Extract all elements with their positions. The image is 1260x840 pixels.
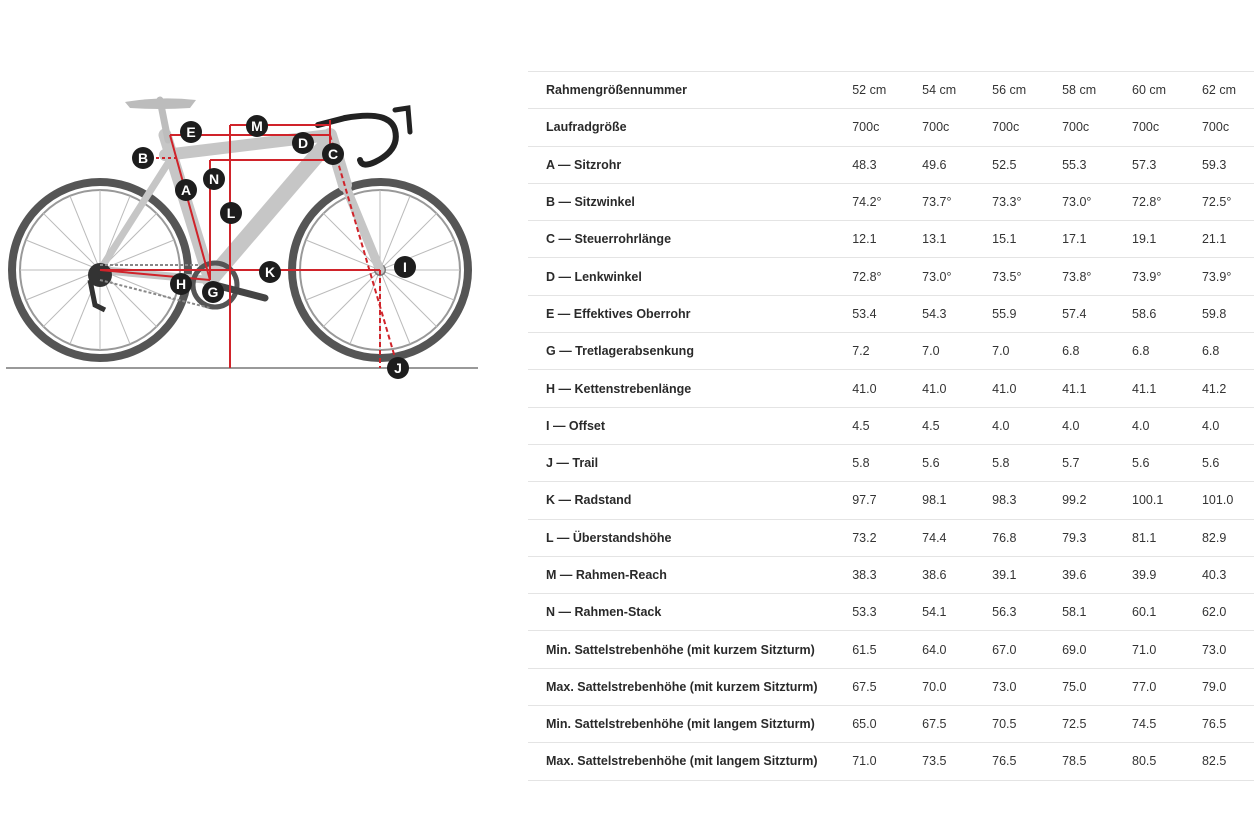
marker-m: [246, 115, 268, 137]
row-value: 72.5°: [1184, 183, 1254, 220]
svg-text:I: I: [403, 259, 407, 275]
row-label: D — Lenkwinkel: [528, 258, 834, 295]
size-54: 54 cm: [904, 72, 974, 109]
marker-k: [259, 261, 281, 283]
row-label: L — Überstandshöhe: [528, 519, 834, 556]
geometry-table: [528, 71, 1254, 781]
row-value: 55.9: [974, 295, 1044, 332]
row-value: 4.0: [1044, 407, 1114, 444]
row-value: 700c: [904, 109, 974, 146]
row-value: 73.8°: [1044, 258, 1114, 295]
row-value: 15.1: [974, 221, 1044, 258]
svg-text:D: D: [297, 135, 309, 151]
row-value: 59.8: [1184, 295, 1254, 332]
row-value: 72.5: [1044, 706, 1114, 743]
row-value: 67.5: [834, 668, 904, 705]
row-label: H — Kettenstrebenlänge: [528, 370, 834, 407]
row-value: 12.1: [834, 221, 904, 258]
row-value: 5.6: [1114, 444, 1184, 481]
svg-text:B: B: [137, 150, 149, 166]
row-value: 7.0: [904, 333, 974, 370]
row-label: Min. Sattelstrebenhöhe (mit kurzem Sitzturm): [528, 631, 834, 668]
table-row: [528, 333, 1254, 370]
saddle: [125, 98, 196, 109]
row-value: 81.1: [1114, 519, 1184, 556]
row-value: 73.5°: [974, 258, 1044, 295]
row-value: 53.4: [834, 295, 904, 332]
row-label: M — Rahmen-Reach: [528, 556, 834, 593]
row-value: 5.8: [834, 444, 904, 481]
marker-e: [180, 121, 202, 143]
table-row: [528, 407, 1254, 444]
table-row: [528, 631, 1254, 668]
row-value: 57.3: [1114, 146, 1184, 183]
row-value: 52.5: [974, 146, 1044, 183]
row-value: 78.5: [1044, 743, 1114, 780]
row-value: 59.3: [1184, 146, 1254, 183]
row-value: 39.9: [1114, 556, 1184, 593]
row-value: 76.8: [974, 519, 1044, 556]
marker-g: [202, 281, 224, 303]
table-row: [528, 743, 1254, 780]
row-value: 4.0: [1114, 407, 1184, 444]
row-value: 71.0: [834, 743, 904, 780]
row-value: 49.6: [904, 146, 974, 183]
row-value: 700c: [1184, 109, 1254, 146]
row-value: 700c: [1114, 109, 1184, 146]
row-value: 73.0°: [904, 258, 974, 295]
row-value: 41.0: [834, 370, 904, 407]
marker-i: [394, 256, 416, 278]
size-58: 58 cm: [1044, 72, 1114, 109]
row-label: Min. Sattelstrebenhöhe (mit langem Sitzturm): [528, 706, 834, 743]
row-value: 73.9°: [1114, 258, 1184, 295]
table-row: [528, 258, 1254, 295]
row-value: 6.8: [1184, 333, 1254, 370]
row-value: 39.1: [974, 556, 1044, 593]
row-value: 54.3: [904, 295, 974, 332]
row-value: 65.0: [834, 706, 904, 743]
row-value: 56.3: [974, 594, 1044, 631]
row-value: 41.1: [1114, 370, 1184, 407]
row-label: A — Sitzrohr: [528, 146, 834, 183]
row-label: Laufradgröße: [528, 109, 834, 146]
row-label: J — Trail: [528, 444, 834, 481]
svg-text:L: L: [226, 205, 236, 221]
row-value: 67.5: [904, 706, 974, 743]
table-row: [528, 594, 1254, 631]
size-52: 52 cm: [834, 72, 904, 109]
row-value: 57.4: [1044, 295, 1114, 332]
row-value: 40.3: [1184, 556, 1254, 593]
header-label: Rahmengrößennummer: [528, 72, 834, 109]
row-value: 70.5: [974, 706, 1044, 743]
row-value: 74.5: [1114, 706, 1184, 743]
row-label: Max. Sattelstrebenhöhe (mit kurzem Sitzturm): [528, 668, 834, 705]
row-value: 79.3: [1044, 519, 1114, 556]
row-label: K — Radstand: [528, 482, 834, 519]
marker-b: [132, 147, 154, 169]
marker-d: [292, 132, 314, 154]
row-value: 70.0: [904, 668, 974, 705]
row-value: 72.8°: [1114, 183, 1184, 220]
marker-h: [170, 273, 192, 295]
size-62: 62 cm: [1184, 72, 1254, 109]
svg-text:C: C: [327, 146, 339, 162]
row-value: 41.0: [904, 370, 974, 407]
row-label: Max. Sattelstrebenhöhe (mit langem Sitzturm): [528, 743, 834, 780]
row-value: 41.2: [1184, 370, 1254, 407]
table-row: [528, 146, 1254, 183]
row-value: 73.0°: [1044, 183, 1114, 220]
row-value: 58.1: [1044, 594, 1114, 631]
row-value: 41.0: [974, 370, 1044, 407]
row-value: 80.5: [1114, 743, 1184, 780]
row-value: 72.8°: [834, 258, 904, 295]
row-label: C — Steuerrohrlänge: [528, 221, 834, 258]
row-value: 41.1: [1044, 370, 1114, 407]
svg-text:K: K: [264, 264, 276, 280]
row-value: 73.0: [1184, 631, 1254, 668]
row-value: 77.0: [1114, 668, 1184, 705]
row-value: 62.0: [1184, 594, 1254, 631]
row-value: 7.0: [974, 333, 1044, 370]
row-value: 76.5: [1184, 706, 1254, 743]
row-value: 79.0: [1184, 668, 1254, 705]
row-value: 17.1: [1044, 221, 1114, 258]
row-value: 71.0: [1114, 631, 1184, 668]
size-60: 60 cm: [1114, 72, 1184, 109]
row-value: 101.0: [1184, 482, 1254, 519]
svg-text:N: N: [208, 171, 220, 187]
table-row: [528, 295, 1254, 332]
table-row: [528, 183, 1254, 220]
row-label: B — Sitzwinkel: [528, 183, 834, 220]
row-value: 19.1: [1114, 221, 1184, 258]
svg-text:E: E: [186, 124, 196, 140]
marker-a: [175, 179, 197, 201]
row-value: 39.6: [1044, 556, 1114, 593]
row-value: 5.6: [904, 444, 974, 481]
row-value: 73.0: [974, 668, 1044, 705]
row-value: 55.3: [1044, 146, 1114, 183]
table-row: [528, 519, 1254, 556]
row-value: 6.8: [1044, 333, 1114, 370]
row-value: 700c: [1044, 109, 1114, 146]
row-value: 700c: [834, 109, 904, 146]
row-value: 64.0: [904, 631, 974, 668]
svg-text:M: M: [251, 118, 263, 134]
row-value: 69.0: [1044, 631, 1114, 668]
table-row: [528, 482, 1254, 519]
row-value: 61.5: [834, 631, 904, 668]
row-value: 98.1: [904, 482, 974, 519]
svg-text:G: G: [207, 284, 219, 300]
table-row: [528, 444, 1254, 481]
row-value: 76.5: [974, 743, 1044, 780]
row-value: 6.8: [1114, 333, 1184, 370]
marker-c: [322, 143, 344, 165]
table-row: [528, 109, 1254, 146]
row-value: 98.3: [974, 482, 1044, 519]
row-value: 21.1: [1184, 221, 1254, 258]
row-value: 5.6: [1184, 444, 1254, 481]
table-row: [528, 370, 1254, 407]
row-label: E — Effektives Oberrohr: [528, 295, 834, 332]
svg-text:J: J: [394, 360, 402, 376]
row-value: 82.5: [1184, 743, 1254, 780]
table-row: [528, 706, 1254, 743]
row-label: G — Tretlagerabsenkung: [528, 333, 834, 370]
bike-geometry-diagram: [0, 80, 490, 390]
row-value: 73.7°: [904, 183, 974, 220]
row-value: 4.0: [1184, 407, 1254, 444]
marker-j: [387, 357, 409, 379]
row-value: 5.8: [974, 444, 1044, 481]
table-row: [528, 556, 1254, 593]
row-value: 38.6: [904, 556, 974, 593]
row-value: 4.5: [904, 407, 974, 444]
bike-geometry-svg: [0, 80, 490, 390]
size-56: 56 cm: [974, 72, 1044, 109]
row-value: 700c: [974, 109, 1044, 146]
row-value: 73.9°: [1184, 258, 1254, 295]
svg-text:H: H: [175, 276, 187, 292]
marker-n: [203, 168, 225, 190]
row-value: 58.6: [1114, 295, 1184, 332]
row-label: I — Offset: [528, 407, 834, 444]
row-value: 4.5: [834, 407, 904, 444]
row-value: 53.3: [834, 594, 904, 631]
row-value: 82.9: [1184, 519, 1254, 556]
row-value: 67.0: [974, 631, 1044, 668]
row-value: 74.2°: [834, 183, 904, 220]
row-value: 4.0: [974, 407, 1044, 444]
table-header-row: [528, 72, 1254, 109]
row-value: 97.7: [834, 482, 904, 519]
row-value: 54.1: [904, 594, 974, 631]
row-label: N — Rahmen-Stack: [528, 594, 834, 631]
row-value: 75.0: [1044, 668, 1114, 705]
marker-l: [220, 202, 242, 224]
svg-text:A: A: [180, 182, 192, 198]
row-value: 5.7: [1044, 444, 1114, 481]
row-value: 99.2: [1044, 482, 1114, 519]
row-value: 73.2: [834, 519, 904, 556]
table-row: [528, 668, 1254, 705]
row-value: 7.2: [834, 333, 904, 370]
row-value: 73.5: [904, 743, 974, 780]
row-value: 38.3: [834, 556, 904, 593]
table-row: [528, 221, 1254, 258]
row-value: 48.3: [834, 146, 904, 183]
row-value: 73.3°: [974, 183, 1044, 220]
row-value: 13.1: [904, 221, 974, 258]
row-value: 60.1: [1114, 594, 1184, 631]
row-value: 100.1: [1114, 482, 1184, 519]
row-value: 74.4: [904, 519, 974, 556]
